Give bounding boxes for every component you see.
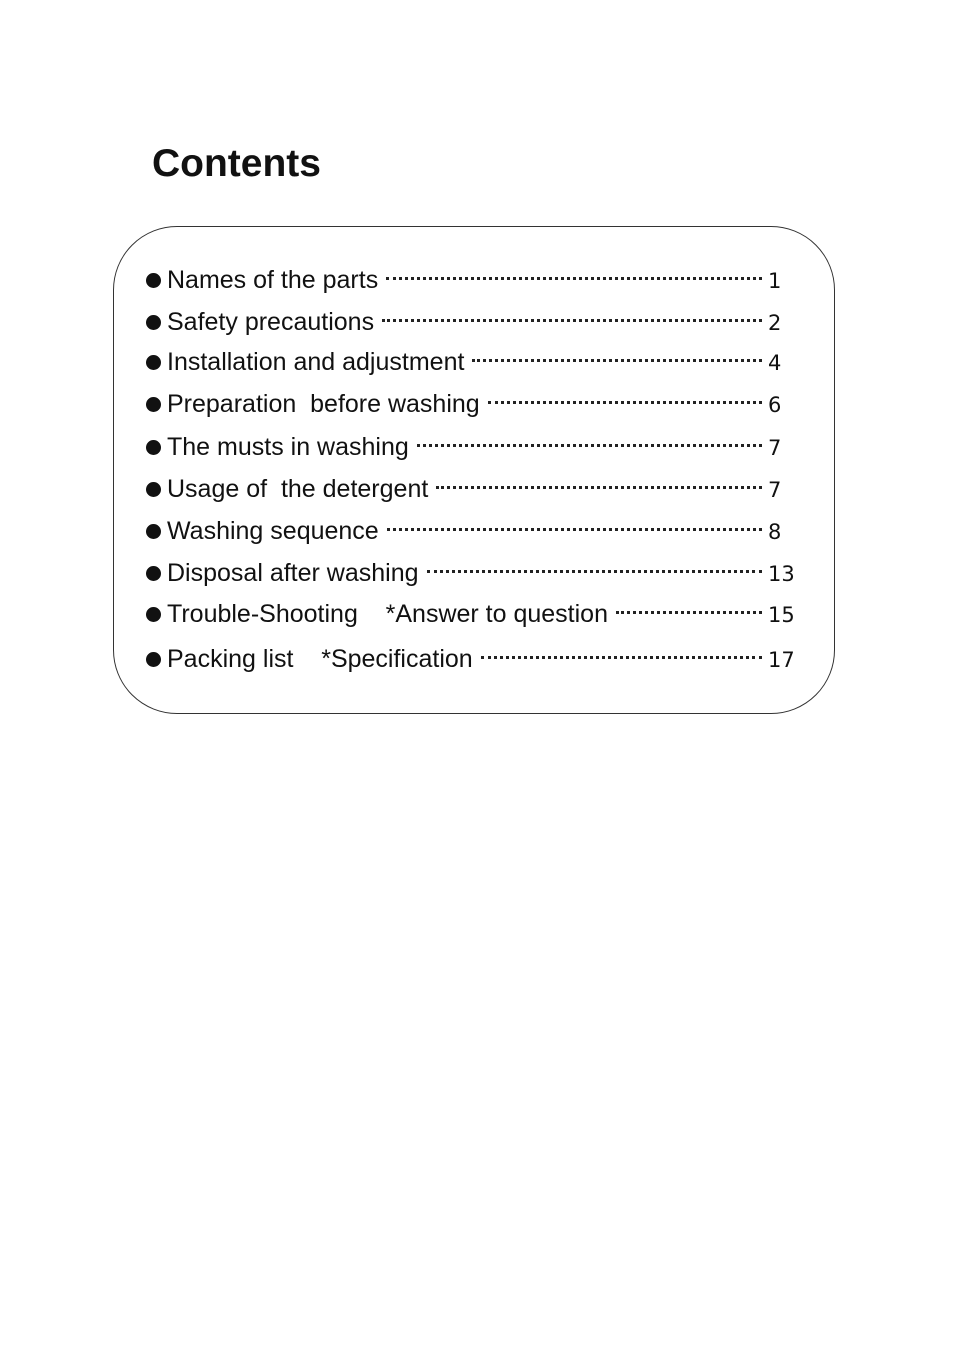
contents-frame bbox=[113, 226, 835, 714]
dot-leader bbox=[387, 528, 762, 531]
bullet-icon bbox=[146, 566, 161, 581]
toc-item-title: Preparation before washing bbox=[167, 390, 480, 418]
dot-leader bbox=[481, 656, 762, 659]
bullet-icon bbox=[146, 524, 161, 539]
toc-item-trouble-shooting[interactable] bbox=[146, 597, 796, 631]
toc-item-musts-in-washing[interactable] bbox=[146, 430, 796, 464]
toc-page-number: 15 bbox=[768, 603, 795, 627]
bullet-icon bbox=[146, 482, 161, 497]
dot-leader bbox=[417, 444, 762, 447]
dot-leader bbox=[436, 486, 762, 489]
toc-item-washing-sequence[interactable] bbox=[146, 514, 796, 548]
toc-item-title: Installation and adjustment bbox=[167, 348, 465, 376]
toc-item-safety-precautions[interactable] bbox=[146, 305, 796, 339]
bullet-icon bbox=[146, 355, 161, 370]
bullet-icon bbox=[146, 315, 161, 330]
toc-item-disposal[interactable] bbox=[146, 556, 796, 590]
toc-item-title: Disposal after washing bbox=[167, 559, 419, 587]
bullet-icon bbox=[146, 607, 161, 622]
toc-item-title: Washing sequence bbox=[167, 517, 379, 545]
toc-page-number: 13 bbox=[768, 562, 795, 586]
toc-item-title: Trouble-Shooting *Answer to question bbox=[167, 600, 608, 628]
toc-item-title: The musts in washing bbox=[167, 433, 409, 461]
toc-page-number: 1 bbox=[768, 269, 782, 293]
toc-page-number: 7 bbox=[768, 478, 782, 502]
bullet-icon bbox=[146, 397, 161, 412]
toc-page-number: 4 bbox=[768, 351, 782, 375]
dot-leader bbox=[427, 570, 762, 573]
toc-item-title: Usage of the detergent bbox=[167, 475, 429, 503]
toc-page-number: 17 bbox=[768, 648, 795, 672]
dot-leader bbox=[488, 401, 762, 404]
dot-leader bbox=[386, 277, 762, 280]
toc-item-packing-list[interactable] bbox=[146, 642, 796, 676]
toc-item-preparation[interactable] bbox=[146, 387, 796, 421]
page-title: Contents bbox=[152, 142, 321, 185]
toc-page-number: 7 bbox=[768, 436, 782, 460]
toc-item-names-of-parts[interactable] bbox=[146, 263, 796, 297]
toc-page-number: 2 bbox=[768, 311, 782, 335]
toc-item-title: Packing list *Specification bbox=[167, 645, 473, 673]
toc-page-number: 8 bbox=[768, 520, 782, 544]
dot-leader bbox=[472, 359, 762, 362]
dot-leader bbox=[616, 611, 762, 614]
toc-item-title: Safety precautions bbox=[167, 308, 375, 336]
dot-leader bbox=[382, 319, 762, 322]
bullet-icon bbox=[146, 440, 161, 455]
toc-item-detergent[interactable] bbox=[146, 472, 796, 506]
toc-page-number: 6 bbox=[768, 393, 782, 417]
bullet-icon bbox=[146, 652, 161, 667]
bullet-icon bbox=[146, 273, 161, 288]
toc-item-installation[interactable] bbox=[146, 345, 796, 379]
toc-item-title: Names of the parts bbox=[167, 266, 379, 294]
